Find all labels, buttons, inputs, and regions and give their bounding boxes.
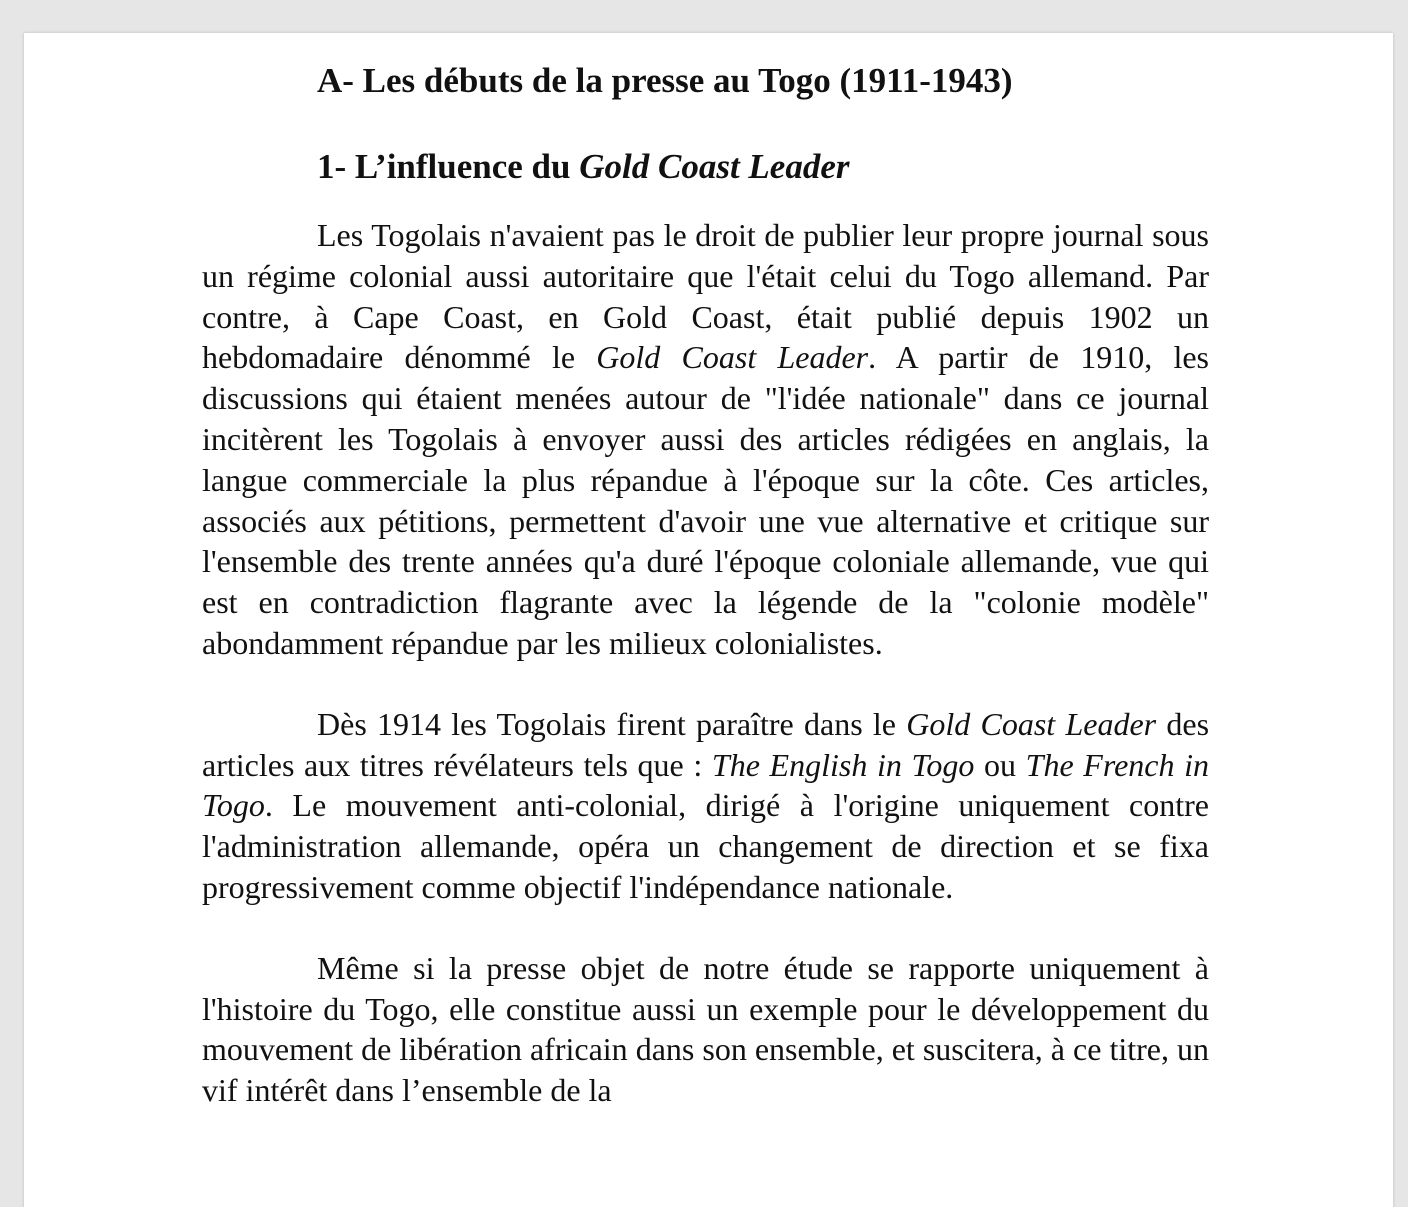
subsection-heading-italic: Gold Coast Leader (579, 147, 850, 186)
paragraph-2 (202, 704, 1209, 908)
paragraph-1-italic-1: Gold Coast Leader (596, 339, 869, 376)
paragraph-2-text-2: des articles aux titres révélateurs tels que : (202, 705, 1210, 783)
document-page (24, 33, 1393, 1207)
paragraph-1 (202, 215, 1209, 664)
subsection-heading-prefix: 1- L’influence du (317, 147, 580, 186)
paragraph-2-italic-3: The French in Togo (202, 746, 1210, 824)
page-content (202, 53, 1209, 1151)
paragraph-1-text-1: Les Togolais n'avaient pas le droit de publier leur propre journal sous un régime colonial aussi autoritaire que l'était celui du Togo allemand. Par contre, à Cape Coast, en Gold Coast, était publié depuis 1902 un hebdomadaire dénommé le (202, 217, 1209, 376)
paragraph-2-italic-2: The English in Togo (711, 746, 975, 783)
paragraph-2-text-4: . Le mouvement anti-colonial, dirigé à l'origine uniquement contre l'administration allemande, opéra un changement de direction et se fixa progressivement comme objectif l'indépendance nationale. (202, 787, 1209, 905)
paragraph-2-italic-1: Gold Coast Leader (906, 705, 1157, 742)
paragraph-2-text-3: ou (974, 746, 1026, 783)
paragraph-3-text-1: Même si la presse objet de notre étude se rapporte uniquement à l'histoire du Togo, elle constitue aussi un exemple pour le développement du mouvement de libération africain dans son ensemble, et suscitera, à ce titre, un vif intérêt dans l’ensemble de la (202, 949, 1209, 1109)
section-heading (202, 53, 1209, 109)
subsection-heading (202, 139, 1209, 195)
section-heading-text: A- Les débuts de la presse au Togo (1911-1943) (317, 61, 1013, 100)
paragraph-2-text-1: Dès 1914 les Togolais firent paraître dans le (317, 705, 907, 742)
paragraph-3 (202, 948, 1209, 1111)
paragraph-1-text-2: . A partir de 1910, les discussions qui étaient menées autour de "l'idée nationale" dans ce journal incitèrent les Togolais à envoyer aussi des articles rédigées en anglais, la langue commerciale la plus répandue à l'époque sur la côte. Ces articles, associés aux pétitions, permettent d'avoir une vue alternative et critique sur l'ensemble des trente années qu'a duré l'époque coloniale allemande, vue qui est en contradiction flagrante avec la légende de la "colonie modèle" abondamment répandue par les milieux colonialistes. (202, 339, 1209, 661)
